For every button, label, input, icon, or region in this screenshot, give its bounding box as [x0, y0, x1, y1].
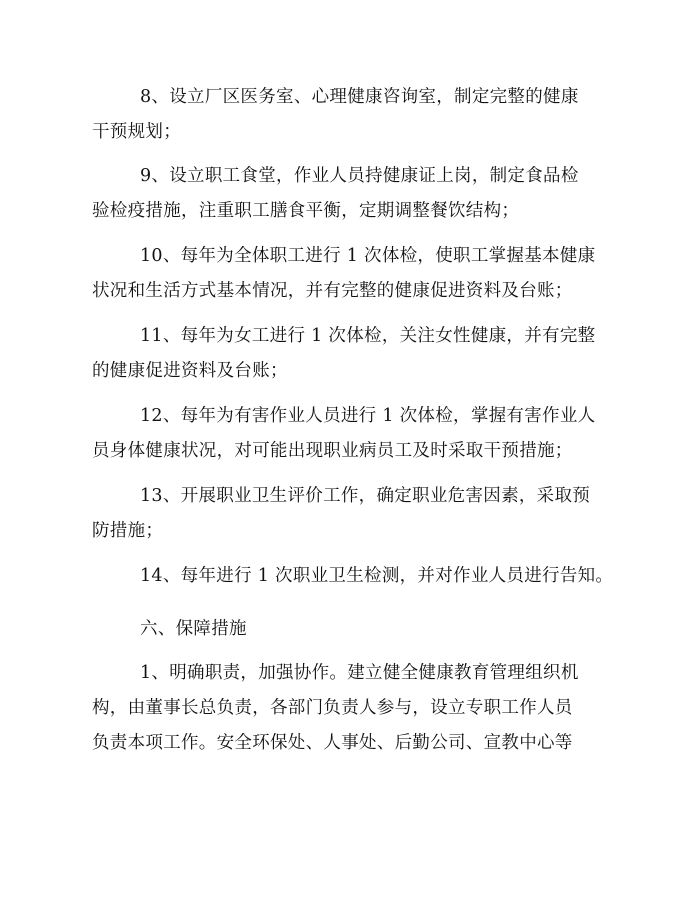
- paragraph-line: 构，由董事长总负责，各部门负责人参与，设立专职工作人员: [92, 698, 573, 718]
- paragraph-line: 的健康促进资料及台账；: [92, 361, 288, 381]
- paragraph-line: 干预规划；: [92, 122, 181, 142]
- paragraph-line: 防措施；: [92, 521, 164, 541]
- paragraph-line: 负责本项工作。安全环保处、人事处、后勤公司、宣教中心等: [92, 733, 573, 753]
- paragraph-line: 状况和生活方式基本情况，并有完整的健康促进资料及台账；: [92, 281, 573, 301]
- paragraph-line: 13、开展职业卫生评价工作，确定职业危害因素，采取预: [140, 486, 591, 506]
- paragraph-line: 1、明确职责，加强协作。建立健全健康教育管理组织机: [140, 663, 579, 683]
- section-heading-text: 六、保障措施: [140, 619, 247, 639]
- paragraph-line: 11、每年为女工进行 1 次体检，关注女性健康，并有完整: [140, 326, 596, 346]
- paragraph-line: 验检疫措施，注重职工膳食平衡，定期调整餐饮结构；: [92, 201, 520, 221]
- paragraph-line: 9、设立职工食堂，作业人员持健康证上岗，制定食品检: [140, 166, 579, 186]
- paragraph-line: 8、设立厂区医务室、心理健康咨询室，制定完整的健康: [140, 87, 579, 107]
- paragraph-line: 14、每年进行 1 次职业卫生检测，并对作业人员进行告知。: [140, 566, 614, 586]
- paragraph-line: 12、每年为有害作业人员进行 1 次体检，掌握有害作业人: [140, 406, 596, 426]
- paragraph-line: 10、每年为全体职工进行 1 次体检，使职工掌握基本健康: [140, 246, 596, 266]
- paragraph-line: 员身体健康状况，对可能出现职业病员工及时采取干预措施；: [92, 441, 573, 461]
